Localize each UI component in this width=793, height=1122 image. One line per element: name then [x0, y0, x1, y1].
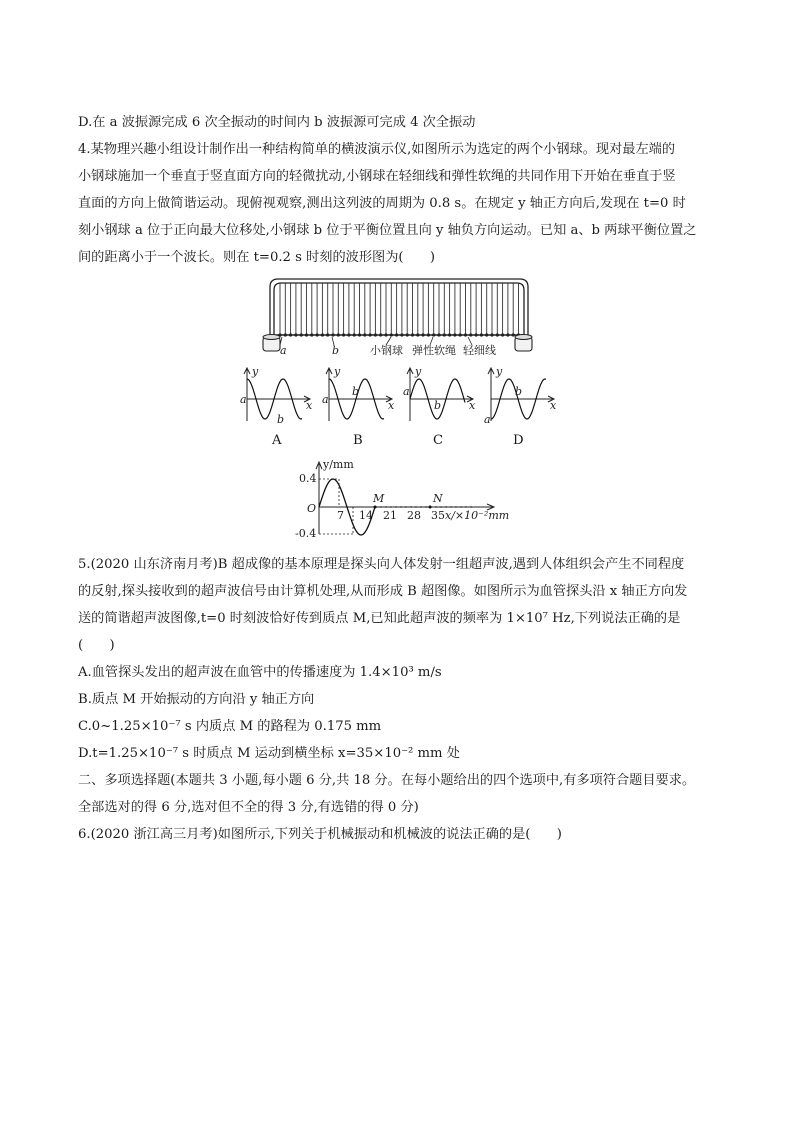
- svg-text:a: a: [403, 385, 410, 398]
- question-5-line-4: ( ): [78, 638, 115, 653]
- svg-text:0.4: 0.4: [299, 472, 317, 485]
- option-a-graph: [240, 365, 316, 425]
- option-c-graph: [403, 365, 479, 425]
- svg-text:b: b: [515, 385, 523, 398]
- question-5-option-c: C.0~1.25×10⁻⁷ s 内质点 M 的路程为 0.175 mm: [78, 719, 382, 734]
- svg-text:O: O: [307, 502, 317, 515]
- legend-thread: 轻细线: [463, 344, 496, 357]
- question-5-option-a: A.血管探头发出的超声波在血管中的传播速度为 1.4×10³ m/s: [78, 665, 442, 680]
- svg-text:y: y: [252, 365, 259, 378]
- question-4-line-3: 直面的方向上做简谐运动。现俯视观察,测出这列波的周期为 0.8 s。在规定 y 轴正方向后,发现在 t=0 时: [78, 196, 686, 211]
- svg-text:y: y: [415, 365, 422, 378]
- option-d-line: D.在 a 波振源完成 6 次全振动的时间内 b 波振源可完成 4 次全振动: [78, 115, 476, 130]
- svg-text:35: 35: [431, 509, 445, 522]
- question-4-line-5: 间的距离小于一个波长。则在 t=0.2 s 时刻的波形图为( ): [78, 250, 436, 265]
- svg-text:x/×10⁻²mm: x/×10⁻²mm: [445, 509, 510, 522]
- question-5-option-b: B.质点 M 开始振动的方向沿 y 轴正方向: [78, 692, 315, 707]
- option-label-a: A: [272, 433, 282, 448]
- section-2-heading-line-1: 二、多项选择题(本题共 3 小题,每小题 6 分,共 18 分。在每小题给出的四个选项中,有多项符合题目要求。: [78, 773, 696, 788]
- question-5-line-3: 送的简谐超声波图像,t=0 时刻波恰好传到质点 M,已知此超声波的频率为 1×10⁷ Hz,下列说法正确的是: [78, 611, 681, 626]
- question-4-line-2: 小钢球施加一个垂直于竖直面方向的轻微扰动,小钢球在轻细线和弹性软绳的共同作用下开始在垂直于竖: [78, 169, 676, 184]
- option-label-b: B: [353, 433, 363, 448]
- svg-text:7: 7: [337, 509, 344, 522]
- svg-text:a: a: [240, 393, 247, 406]
- question-5-line-2: 的反射,探头接收到的超声波信号由计算机处理,从而形成 B 超图像。如图所示为血管探头沿 x 轴正方向发: [78, 584, 688, 599]
- svg-text:M: M: [373, 492, 385, 505]
- option-d-graph: [484, 365, 560, 425]
- svg-text:N: N: [433, 492, 443, 505]
- legend-rope: 弹性软绳: [412, 344, 456, 357]
- question-4-line-1: 4.某物理兴趣小组设计制作出一种结构简单的横波演示仪,如图所示为选定的两个小钢球。现对最左端的: [78, 142, 676, 157]
- svg-text:14: 14: [359, 509, 373, 522]
- legend-ball: 小钢球: [370, 344, 403, 357]
- question-6-line-1: 6.(2020 浙江高三月考)如图所示,下列关于机械振动和机械波的说法正确的是( ): [78, 827, 562, 842]
- svg-text:x: x: [306, 399, 313, 412]
- apparatus-label-a: a: [280, 344, 287, 357]
- svg-text:a: a: [484, 413, 491, 426]
- svg-text:b: b: [277, 413, 285, 426]
- question-5-line-1: 5.(2020 山东济南月考)B 超成像的基本原理是探头向人体发射一组超声波,遇到人体组织会产生不同程度: [78, 557, 685, 572]
- svg-text:y: y: [496, 365, 503, 378]
- svg-text:x: x: [469, 399, 476, 412]
- ultrasound-wave-graph: [295, 458, 515, 538]
- svg-text:28: 28: [407, 509, 421, 522]
- svg-text:x: x: [388, 399, 395, 412]
- svg-text:y: y: [334, 365, 341, 378]
- svg-text:-0.4: -0.4: [295, 527, 317, 540]
- svg-text:a: a: [322, 393, 329, 406]
- svg-text:b: b: [352, 385, 360, 398]
- question-4-line-4: 刻小钢球 a 位于正向最大位移处,小钢球 b 位于平衡位置且向 y 轴负方向运动。已知 a、b 两球平衡位置之: [78, 223, 697, 238]
- option-label-c: C: [433, 433, 444, 448]
- apparatus-label-b: b: [332, 344, 340, 357]
- svg-text:x: x: [550, 399, 557, 412]
- svg-text:b: b: [434, 399, 442, 412]
- option-b-graph: [322, 365, 398, 425]
- section-2-heading-line-2: 全部选对的得 6 分,选对但不全的得 3 分,有选错的得 0 分): [78, 800, 419, 815]
- svg-text:y/mm: y/mm: [323, 458, 354, 471]
- question-5-option-d: D.t=1.25×10⁻⁷ s 时质点 M 运动到横坐标 x=35×10⁻² mm 处: [78, 746, 460, 761]
- svg-text:21: 21: [383, 509, 397, 522]
- wave-apparatus-figure: [258, 273, 548, 358]
- option-label-d: D: [513, 433, 524, 448]
